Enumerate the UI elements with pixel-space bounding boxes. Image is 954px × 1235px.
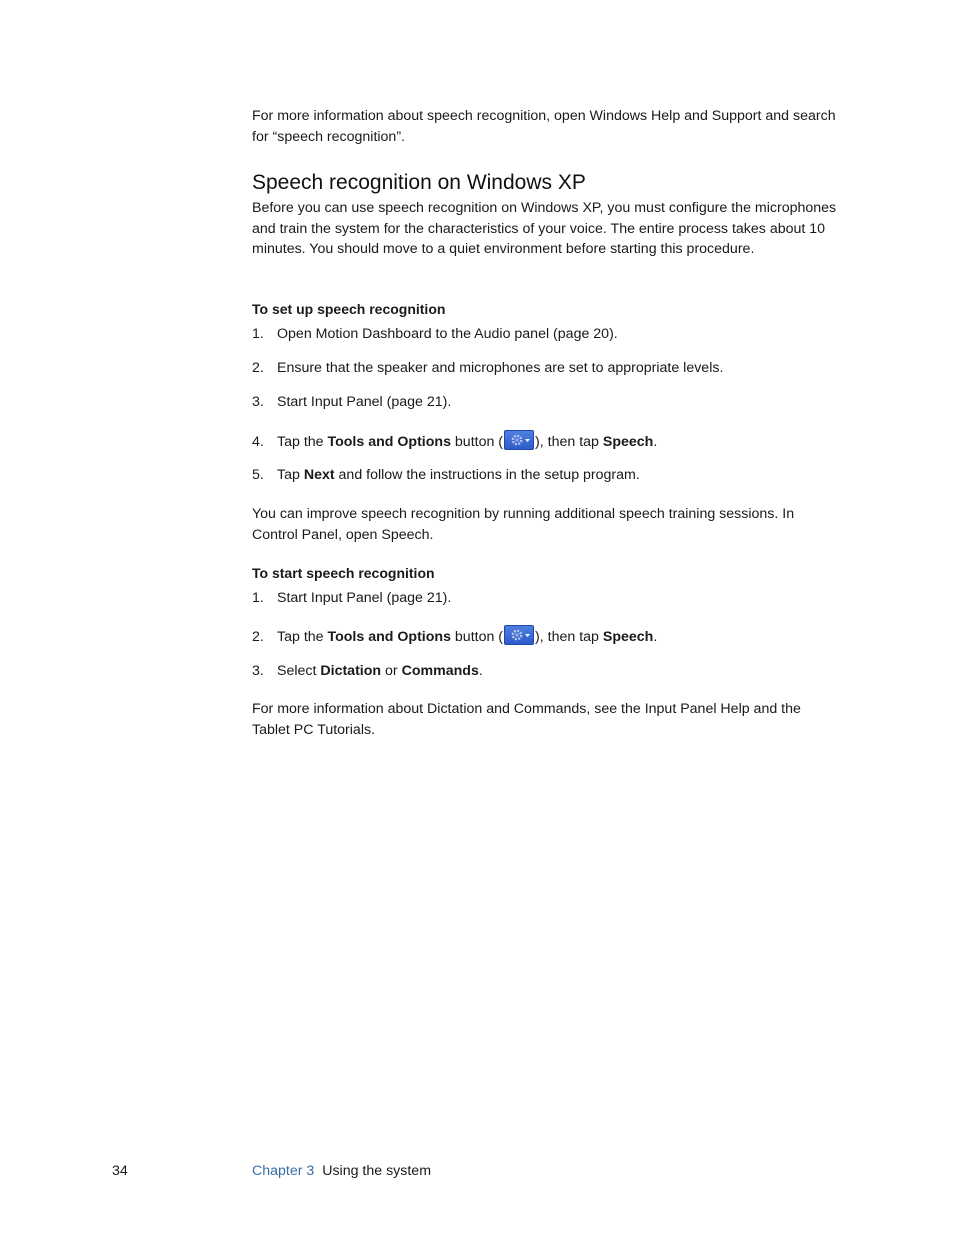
section-body: Before you can use speech recognition on Windows XP, you must configure the microphones and train the system for the characteristics of your voice. The entire process takes about 10 minutes. You should move to a quiet environment before starting this procedure. [252,200,837,257]
improve-paragraph: You can improve speech recognition by running additional speech training sessions. In Control Panel, open Speech. [252,506,795,543]
start-step-2: 2. Tap the Tools and Options button ( ), then tap Speech. [252,625,852,647]
next-label: Next [303,467,335,483]
gear-with-dropdown-icon [504,430,534,450]
step-text: Start Input Panel (page 21). [277,394,452,410]
step-number: 1. [252,590,264,606]
intro-paragraph: For more information about speech recognition, open Windows Help and Support and search for “speech recognition”. [252,108,836,145]
setup-step-3 [252,392,852,412]
dictation-label: Dictation [320,663,382,679]
step-number: 3. [252,394,264,410]
step-number: 4. [252,434,264,450]
start-heading: To start speech recognition [252,565,435,581]
closing-paragraph: For more information about Dictation and Commands, see the Input Panel Help and the Tablet PC Tutorials. [252,701,801,738]
step-number: 2. [252,629,264,645]
section-title: Speech recognition on Windows XP [252,171,586,194]
step-text: Open Motion Dashboard to the Audio panel (page 20). [277,326,618,342]
start-step-3: 3. Select Dictation or Commands. [252,663,483,679]
start-step-1 [252,588,852,608]
step-number: 1. [252,326,264,342]
speech-label: Speech [602,434,654,450]
step-number: 5. [252,467,264,483]
gear-with-dropdown-icon [504,625,534,645]
step-text: Ensure that the speaker and microphones are set to appropriate levels. [277,360,724,376]
page-number: 34 [112,1163,128,1179]
tools-and-options-label: Tools and Options [327,629,451,645]
step-number: 2. [252,360,264,376]
chapter-label: Chapter 3 [252,1163,315,1179]
speech-label: Speech [602,629,654,645]
step-number: 3. [252,663,264,679]
tools-and-options-label: Tools and Options [327,434,451,450]
setup-step-2 [252,358,852,378]
commands-label: Commands [401,663,479,679]
chapter-title: Using the system [322,1163,432,1179]
footer-chapter [252,1161,431,1181]
setup-heading: To set up speech recognition [252,301,446,317]
setup-step-5: 5. Tap Next and follow the instructions in the setup program. [252,467,640,483]
setup-step-4: 4. Tap the Tools and Options button ( ), then tap Speech. [252,430,852,452]
setup-step-1 [252,324,852,344]
step-text: Start Input Panel (page 21). [277,590,452,606]
